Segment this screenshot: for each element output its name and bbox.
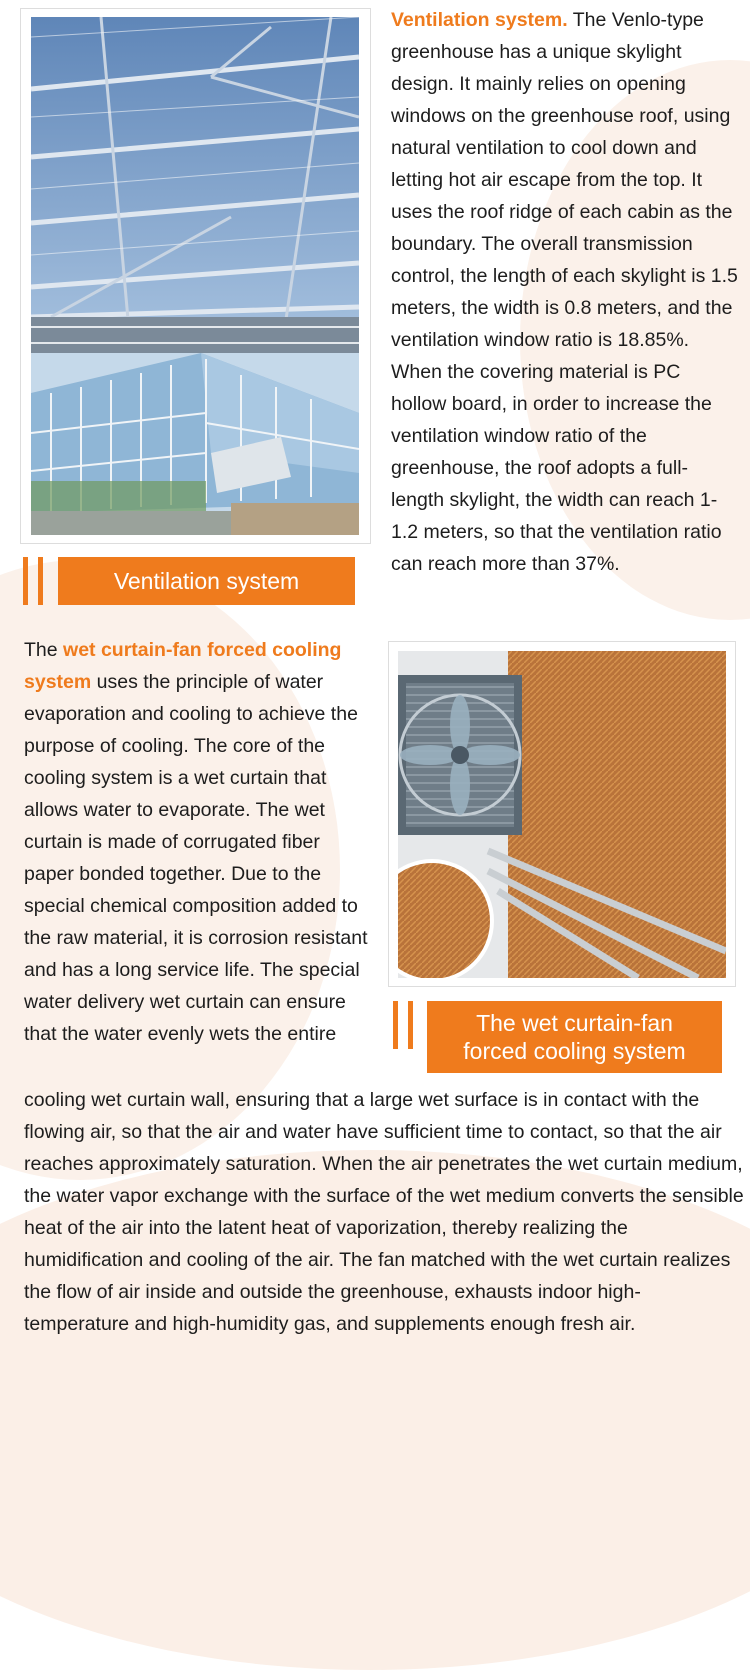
ventilation-photo-frame bbox=[20, 8, 371, 544]
label-accent-bar bbox=[408, 1001, 413, 1049]
ventilation-label bbox=[23, 557, 355, 605]
cooling-continuation: cooling wet curtain wall, ensuring that a large wet surface is in contact with the flowing air, so that the air and water have sufficient time to contact, so that the air reaches approximately saturation. When the air penetrates the wet curtain medium, the water vapor exchange with the surface of the wet medium converts the sensible heat of the air into the latent heat of vaporization, thereby realizing the humidification and cooling of the air. The fan matched with the wet curtain realizes the flow of air inside and outside the greenhouse, exhausts indoor high-temperature and high-humidity gas, and supplements enough fresh air. bbox=[24, 1089, 744, 1335]
cooling-intro: The bbox=[24, 639, 64, 661]
cooling-heading: wet curtain-fan forced cooling system bbox=[24, 639, 342, 693]
ventilation-label-text: Ventilation system bbox=[58, 557, 355, 605]
label-accent-bar bbox=[393, 1001, 398, 1049]
label-accent-bar bbox=[23, 557, 28, 605]
cooling-label-line2: forced cooling system bbox=[463, 1038, 686, 1064]
cooling-description bbox=[24, 634, 369, 1050]
greenhouse-exterior-photo bbox=[31, 353, 359, 535]
cooling-label-line1: The wet curtain-fan bbox=[476, 1010, 673, 1036]
label-accent-bar bbox=[38, 557, 43, 605]
cooling-label-text bbox=[427, 1001, 722, 1073]
greenhouse-roof-photo bbox=[31, 17, 359, 353]
ventilation-heading: Ventilation system. bbox=[391, 9, 568, 31]
ventilation-description bbox=[391, 4, 741, 580]
ventilation-body: The Venlo-type greenhouse has a unique skylight design. It mainly relies on opening windows on the greenhouse roof, using natural ventilation to cool down and letting hot air escape from the top. It uses the roof ridge of each cabin as the boundary. The overall transmission control, the length of each skylight is 1.5 meters, the width is 0.8 meters, and the ventilation window ratio is 18.85%. When the covering material is PC hollow board, in order to increase the ventilation window ratio of the greenhouse, the roof adopts a full-length skylight, the width can reach 1-1.2 meters, so that the ventilation ratio can reach more than 37%. bbox=[391, 9, 738, 575]
cooling-body: uses the principle of water evaporation and cooling to achieve the purpose of cooling. The core of the cooling system is a wet curtain that allows water to evaporate. The wet curtain is made of corrugated fiber paper bonded together. Due to the special chemical composition added to the raw material, it is corrosion resistant and has a long service life. The special water delivery wet curtain can ensure that the water evenly wets the entire bbox=[24, 671, 368, 1045]
cooling-label bbox=[393, 1001, 722, 1073]
wet-curtain-fan-photo bbox=[398, 651, 726, 978]
cooling-photo-frame bbox=[388, 641, 736, 987]
